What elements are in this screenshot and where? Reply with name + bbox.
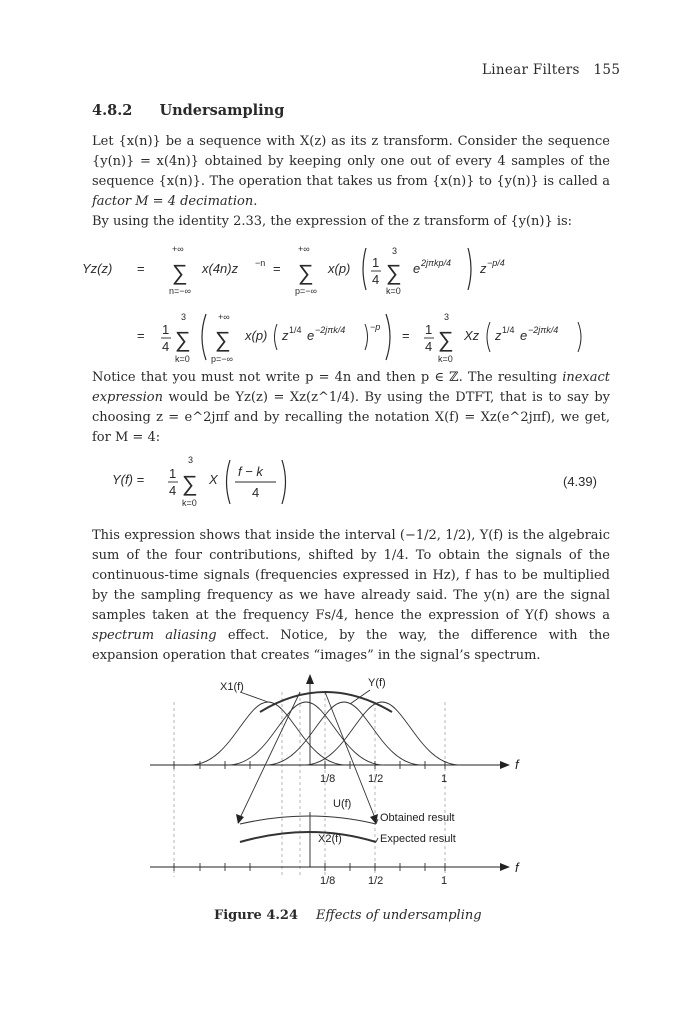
caption-text: Effects of undersampling (316, 908, 482, 923)
eq2-e2: e (520, 328, 528, 343)
expected-leader (376, 838, 378, 842)
label-x1f: X1(f) (220, 681, 244, 693)
eq3-lim-bottom: k=0 (182, 498, 197, 508)
eq1-sigma1: ∑ (172, 260, 188, 285)
paragraph-2 (92, 212, 610, 232)
top-x-arrowhead (500, 761, 510, 769)
eq1-sigma3: ∑ (386, 260, 402, 285)
uf-curve (240, 816, 376, 824)
bump-3 (266, 702, 422, 765)
eq1-tail-exp: −p/4 (487, 258, 505, 268)
eq1-frac-den: 4 (372, 272, 380, 287)
eq1-sigma2: ∑ (298, 260, 314, 285)
figure-caption (214, 908, 482, 923)
eq3-label: (4.39) (563, 474, 597, 489)
eq3-frac-den: 4 (169, 483, 177, 498)
eq2-z2-exp: 1/4 (502, 325, 515, 335)
eq2-sigma2: ∑ (215, 327, 231, 352)
eq2-lim-k0: k=0 (175, 354, 190, 364)
x2f-curve (240, 832, 376, 842)
eq2-sigma3: ∑ (438, 327, 454, 352)
eq3-arg-num: f − k (238, 464, 263, 479)
para3-text-b: would be Yz(z) = Xz(z^1/4). By using the DTFT, that is to say by choosing z = e^2jπf and by recalling the notation X(f) = Xz(e^2jπf), we get, for M = 4: (92, 390, 610, 445)
eq3-frac-num: 1 (169, 466, 177, 481)
eq2-frac-num: 1 (162, 322, 170, 337)
tick-top-1-2: 1/2 (368, 773, 384, 785)
eq2-frac2-den: 4 (425, 339, 433, 354)
eq1-paren-left (363, 248, 366, 290)
eq2-z: z (282, 328, 289, 343)
top-y-arrowhead (306, 674, 314, 684)
bump-4 (304, 702, 460, 765)
page-number: 155 (593, 62, 621, 78)
para1-text-b: . (253, 194, 258, 209)
eq1-sum1: x(4n)z (202, 261, 239, 276)
bump-2 (228, 702, 384, 765)
eq2-sigma1: ∑ (175, 327, 191, 352)
eq2-bigparen-left (202, 314, 206, 360)
eq1-lim-3: 3 (392, 246, 398, 256)
para4-text-a: This expression shows that inside the interval (−1/2, 1/2), Y(f) is the algebraic sum of the four contributions, shifted by 1/4. To obtain the signals of the continuous-time signals (frequencies expressed in Hz), f has to be multiplied by the sampling frequency as we have already said. The y(n) are the signal samples taken at the frequency Fs/4, hence the expression of Y(f) shows a (92, 528, 610, 623)
eq2-paren2-left (487, 322, 490, 352)
eq1-lim-p: p=−∞ (295, 286, 317, 296)
eq2-lim-3b: 3 (444, 312, 450, 322)
eq1-lim-n: n=−∞ (169, 286, 191, 296)
eq1-sum1-exp: −n (255, 258, 266, 268)
eq2-e-exp: −2jπk/4 (315, 325, 346, 335)
eq3-paren-right (282, 460, 286, 504)
eq2-mid: = (402, 328, 410, 343)
para3-text-a: Notice that you must not write p = 4n and then p ∈ ℤ. The resulting (92, 370, 563, 385)
para4-term: spectrum aliasing (92, 628, 217, 643)
label-top-f: f (515, 757, 519, 772)
running-title: Linear Filters (482, 62, 580, 78)
eq2-lim-p: p=−∞ (211, 354, 233, 364)
eq3-lim-top: 3 (188, 455, 194, 465)
label-bottom-f: f (515, 860, 519, 875)
eq3-sigma: ∑ (182, 471, 198, 496)
eq3-x: X (209, 472, 218, 487)
tick-bottom-1-8: 1/8 (320, 875, 336, 887)
section-number: 4.8.2 (92, 102, 133, 119)
equation-block-1 (80, 236, 620, 366)
eq1-sum2: x(p) (328, 261, 351, 276)
tick-top-1: 1 (441, 773, 448, 785)
eq1-mid: = (273, 261, 281, 276)
eq2-rhs-exp: −2jπk/4 (528, 325, 559, 335)
paragraph-1 (92, 132, 610, 212)
eq2-p-exp: −p (370, 322, 381, 332)
para4-text-b: effect. Notice, by the way, the difference with the expansion operation that creates “images” in the signal’s spectrum. (92, 628, 610, 663)
tick-top-1-8: 1/8 (320, 773, 336, 785)
eq2-z-exp: 1/4 (289, 325, 302, 335)
eq1-lim-plus-2: +∞ (298, 244, 310, 254)
para1-text-a: Let {x(n)} be a sequence with X(z) as its z transform. Consider the sequence {y(n)} = x(4n)} obtained by keeping only one out of every 4 samples of the sequence {x(n)}. The operation that takes us from {x(n)} to {y(n)} is called a (92, 134, 610, 189)
eq1-inner-exp: 2jπkp/4 (421, 258, 452, 268)
eq2-xz: Xz (464, 328, 480, 343)
eq2-eq: = (137, 328, 145, 343)
running-header (482, 62, 620, 78)
yf-leader (350, 690, 370, 704)
eq3-lhs: Y(f) = (112, 472, 145, 487)
paragraph-4 (92, 526, 610, 666)
section-heading (92, 102, 284, 119)
eq2-frac-den: 4 (162, 339, 170, 354)
eq2-paren-right (365, 324, 368, 350)
arrow-left-head (236, 814, 244, 824)
tick-bottom-1-2: 1/2 (368, 875, 384, 887)
para1-term: factor M = 4 decimation (92, 194, 254, 209)
equation-4-39 (92, 448, 612, 518)
eq3-paren-left (227, 460, 231, 504)
bottom-x-arrowhead (500, 863, 510, 871)
eq1-frac-num: 1 (372, 255, 380, 270)
eq2-inner: x(p) (245, 328, 268, 343)
eq2-lim-plus: +∞ (218, 312, 230, 322)
label-uf: U(f) (333, 798, 352, 810)
arrow-left-down (240, 692, 300, 818)
eq1-e: e (413, 261, 421, 276)
paragraph-3 (92, 368, 610, 448)
eq2-paren-left (275, 324, 278, 350)
bump-1 (190, 702, 346, 765)
tick-bottom-1: 1 (441, 875, 448, 887)
eq1-z: z (480, 261, 487, 276)
eq2-frac2-num: 1 (425, 322, 433, 337)
eq1-eq: = (137, 261, 145, 276)
caption-label: Figure 4.24 (214, 908, 299, 923)
eq1-lhs: Yz(z) (82, 261, 113, 276)
label-expected: Expected result (380, 833, 456, 845)
label-yf: Y(f) (368, 677, 386, 689)
eq2-paren2-right (578, 322, 581, 352)
eq2-lim-3: 3 (181, 312, 187, 322)
eq2-bigparen-right (386, 314, 390, 360)
eq2-z2: z (495, 328, 502, 343)
label-x2f: X2(f) (318, 833, 342, 845)
para3-term: inexact expression (92, 370, 610, 405)
eq1-lim-k0: k=0 (386, 286, 401, 296)
label-obtained: Obtained result (380, 812, 455, 824)
eq1-lim-plus: +∞ (172, 244, 184, 254)
eq2-lim-k0b: k=0 (438, 354, 453, 364)
x1-leader (240, 692, 268, 702)
eq1-paren-right (468, 248, 471, 290)
para2-text: By using the identity 2.33, the expression of the z transform of {y(n)} is: (92, 214, 573, 229)
eq2-e: e (307, 328, 315, 343)
eq3-arg-den: 4 (252, 485, 260, 500)
section-title: Undersampling (159, 102, 285, 119)
figure-4-24 (150, 672, 550, 902)
